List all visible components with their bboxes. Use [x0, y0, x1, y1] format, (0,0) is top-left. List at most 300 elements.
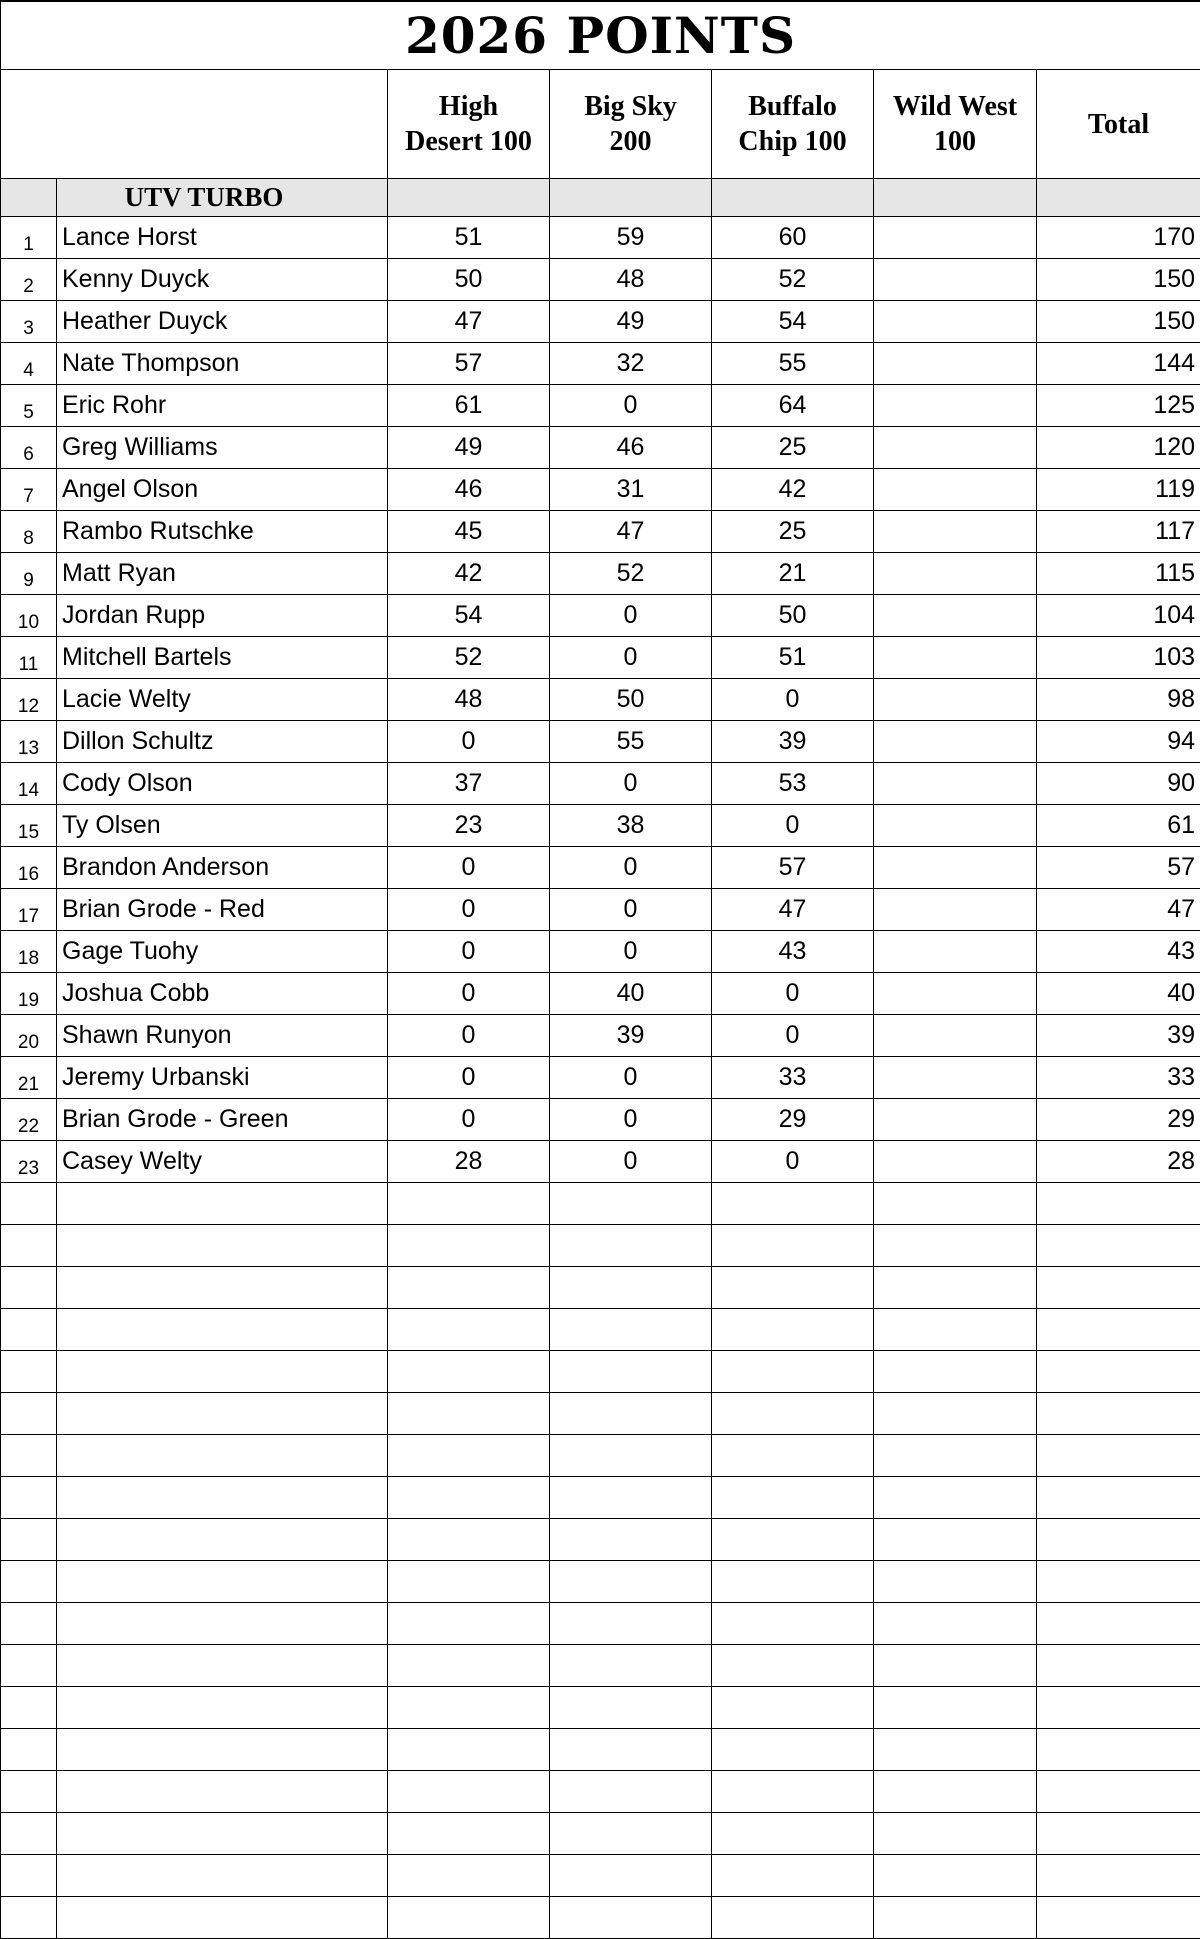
wild-west-100-points-cell: [874, 805, 1037, 847]
wild-west-100-points-cell: [874, 721, 1037, 763]
big-sky-200-points-cell: [550, 1687, 712, 1729]
rank-cell: [1, 1771, 57, 1813]
big-sky-200-points-cell: [550, 1561, 712, 1603]
rank-cell: 13: [1, 721, 57, 763]
rank-cell: 18: [1, 931, 57, 973]
rank-cell: 11: [1, 637, 57, 679]
class-cell: [388, 179, 550, 217]
rank-cell: [1, 1561, 57, 1603]
high-desert-100-points-cell: [388, 1435, 550, 1477]
total-points-cell: [1037, 1351, 1200, 1393]
wild-west-100-points-cell: [874, 679, 1037, 721]
big-sky-200-points-cell: 0: [550, 637, 712, 679]
total-points-cell: [1037, 1519, 1200, 1561]
name-cell: [57, 1813, 388, 1855]
table-row: [1, 1477, 1200, 1519]
high-desert-100-points-cell: [388, 1645, 550, 1687]
big-sky-200-points-cell: 39: [550, 1015, 712, 1057]
total-points-cell: 170: [1037, 217, 1200, 259]
wild-west-100-points-cell: [874, 889, 1037, 931]
buffalo-chip-100-points-cell: [712, 1603, 874, 1645]
name-cell: Rambo Rutschke: [57, 511, 388, 553]
total-points-cell: [1037, 1309, 1200, 1351]
big-sky-200-points-cell: 52: [550, 553, 712, 595]
buffalo-chip-100-points-cell: [712, 1477, 874, 1519]
big-sky-200-points-cell: [550, 1393, 712, 1435]
table-row: [1, 217, 1200, 259]
big-sky-200-points-cell: 47: [550, 511, 712, 553]
big-sky-200-points-cell: [550, 1183, 712, 1225]
big-sky-200-points-cell: 32: [550, 343, 712, 385]
name-cell: Lacie Welty: [57, 679, 388, 721]
total-points-cell: [1037, 1183, 1200, 1225]
wild-west-100-points-cell: [874, 217, 1037, 259]
column-header-buffalo-chip-100: Buffalo Chip 100: [712, 70, 874, 179]
big-sky-200-points-cell: 0: [550, 595, 712, 637]
name-cell: Eric Rohr: [57, 385, 388, 427]
total-points-cell: 98: [1037, 679, 1200, 721]
name-cell: Dillon Schultz: [57, 721, 388, 763]
column-header-total: Total: [1037, 70, 1200, 179]
rank-cell: 5: [1, 385, 57, 427]
rank-cell: [1, 1477, 57, 1519]
buffalo-chip-100-points-cell: 60: [712, 217, 874, 259]
buffalo-chip-100-points-cell: 42: [712, 469, 874, 511]
wild-west-100-points-cell: [874, 553, 1037, 595]
name-cell: Joshua Cobb: [57, 973, 388, 1015]
buffalo-chip-100-points-cell: [712, 1687, 874, 1729]
wild-west-100-points-cell: [874, 469, 1037, 511]
rank-cell: 17: [1, 889, 57, 931]
wild-west-100-points-cell: [874, 763, 1037, 805]
big-sky-200-points-cell: 0: [550, 1057, 712, 1099]
big-sky-200-points-cell: [550, 1645, 712, 1687]
wild-west-100-points-cell: [874, 1141, 1037, 1183]
buffalo-chip-100-points-cell: [712, 1183, 874, 1225]
table-row: [1, 721, 1200, 763]
rank-cell: 23: [1, 1141, 57, 1183]
rank-cell: [1, 1183, 57, 1225]
total-points-cell: 119: [1037, 469, 1200, 511]
wild-west-100-points-cell: [874, 1309, 1037, 1351]
buffalo-chip-100-points-cell: 33: [712, 1057, 874, 1099]
table-row: [1, 301, 1200, 343]
table-row: [1, 1771, 1200, 1813]
high-desert-100-points-cell: [388, 1519, 550, 1561]
buffalo-chip-100-points-cell: [712, 1855, 874, 1897]
name-cell: [57, 1855, 388, 1897]
rank-cell: [1, 1687, 57, 1729]
table-row: [1, 1519, 1200, 1561]
total-points-cell: [1037, 1855, 1200, 1897]
high-desert-100-points-cell: 50: [388, 259, 550, 301]
total-points-cell: 90: [1037, 763, 1200, 805]
high-desert-100-points-cell: [388, 1897, 550, 1939]
name-cell: Nate Thompson: [57, 343, 388, 385]
rank-cell: 7: [1, 469, 57, 511]
total-points-cell: 103: [1037, 637, 1200, 679]
name-cell: [57, 1603, 388, 1645]
header-row: [1, 70, 1200, 179]
high-desert-100-points-cell: 0: [388, 973, 550, 1015]
column-header-high-desert-100: High Desert 100: [388, 70, 550, 179]
rank-cell: [1, 1393, 57, 1435]
table-row: [1, 511, 1200, 553]
high-desert-100-points-cell: 0: [388, 931, 550, 973]
big-sky-200-points-cell: [550, 1603, 712, 1645]
wild-west-100-points-cell: [874, 1015, 1037, 1057]
total-points-cell: [1037, 1813, 1200, 1855]
high-desert-100-points-cell: [388, 1225, 550, 1267]
buffalo-chip-100-points-cell: 57: [712, 847, 874, 889]
total-points-cell: [1037, 1393, 1200, 1435]
total-points-cell: [1037, 1603, 1200, 1645]
big-sky-200-points-cell: [550, 1897, 712, 1939]
buffalo-chip-100-points-cell: 39: [712, 721, 874, 763]
total-points-cell: 150: [1037, 259, 1200, 301]
name-cell: Jeremy Urbanski: [57, 1057, 388, 1099]
total-points-cell: [1037, 1561, 1200, 1603]
buffalo-chip-100-points-cell: 0: [712, 679, 874, 721]
high-desert-100-points-cell: 57: [388, 343, 550, 385]
high-desert-100-points-cell: 48: [388, 679, 550, 721]
wild-west-100-points-cell: [874, 427, 1037, 469]
column-header-wild-west-100: Wild West 100: [874, 70, 1037, 179]
high-desert-100-points-cell: 37: [388, 763, 550, 805]
high-desert-100-points-cell: 45: [388, 511, 550, 553]
rank-cell: [1, 1309, 57, 1351]
rank-cell: [1, 1351, 57, 1393]
class-cell: [712, 179, 874, 217]
table-row: [1, 1057, 1200, 1099]
total-points-cell: [1037, 1477, 1200, 1519]
wild-west-100-points-cell: [874, 1057, 1037, 1099]
table-row: [1, 427, 1200, 469]
big-sky-200-points-cell: 46: [550, 427, 712, 469]
page-title: 2026 POINTS: [1, 1, 1200, 70]
buffalo-chip-100-points-cell: [712, 1267, 874, 1309]
table-row: [1, 1225, 1200, 1267]
table-row: [1, 595, 1200, 637]
name-cell: [57, 1225, 388, 1267]
big-sky-200-points-cell: 50: [550, 679, 712, 721]
big-sky-200-points-cell: [550, 1771, 712, 1813]
wild-west-100-points-cell: [874, 1267, 1037, 1309]
big-sky-200-points-cell: 38: [550, 805, 712, 847]
big-sky-200-points-cell: 0: [550, 1099, 712, 1141]
name-cell: Brian Grode - Red: [57, 889, 388, 931]
name-cell: [57, 1645, 388, 1687]
name-cell: Matt Ryan: [57, 553, 388, 595]
high-desert-100-points-cell: 42: [388, 553, 550, 595]
big-sky-200-points-cell: [550, 1309, 712, 1351]
name-cell: [57, 1729, 388, 1771]
buffalo-chip-100-points-cell: 0: [712, 805, 874, 847]
rank-cell: 8: [1, 511, 57, 553]
name-cell: [57, 1519, 388, 1561]
wild-west-100-points-cell: [874, 385, 1037, 427]
high-desert-100-points-cell: [388, 1729, 550, 1771]
rank-cell: [1, 1225, 57, 1267]
class-header-row: [1, 179, 1200, 217]
big-sky-200-points-cell: 0: [550, 763, 712, 805]
table-row: [1, 469, 1200, 511]
high-desert-100-points-cell: 51: [388, 217, 550, 259]
name-cell: [57, 1477, 388, 1519]
wild-west-100-points-cell: [874, 1729, 1037, 1771]
high-desert-100-points-cell: 46: [388, 469, 550, 511]
class-cell: [550, 179, 712, 217]
big-sky-200-points-cell: 0: [550, 385, 712, 427]
rank-cell: 16: [1, 847, 57, 889]
table-row: [1, 637, 1200, 679]
total-points-cell: 115: [1037, 553, 1200, 595]
name-cell: [57, 1561, 388, 1603]
wild-west-100-points-cell: [874, 1351, 1037, 1393]
high-desert-100-points-cell: 0: [388, 889, 550, 931]
class-cell: [874, 179, 1037, 217]
table-row: [1, 1603, 1200, 1645]
buffalo-chip-100-points-cell: [712, 1729, 874, 1771]
rank-cell: 2: [1, 259, 57, 301]
table-row: [1, 847, 1200, 889]
big-sky-200-points-cell: [550, 1519, 712, 1561]
high-desert-100-points-cell: [388, 1561, 550, 1603]
table-row: [1, 1855, 1200, 1897]
wild-west-100-points-cell: [874, 259, 1037, 301]
table-row: [1, 679, 1200, 721]
name-cell: Heather Duyck: [57, 301, 388, 343]
total-points-cell: [1037, 1897, 1200, 1939]
rank-cell: 21: [1, 1057, 57, 1099]
total-points-cell: 47: [1037, 889, 1200, 931]
wild-west-100-points-cell: [874, 1771, 1037, 1813]
total-points-cell: 61: [1037, 805, 1200, 847]
table-row: [1, 1435, 1200, 1477]
rank-cell: 9: [1, 553, 57, 595]
buffalo-chip-100-points-cell: [712, 1351, 874, 1393]
rank-cell: 20: [1, 1015, 57, 1057]
total-points-cell: 57: [1037, 847, 1200, 889]
wild-west-100-points-cell: [874, 1519, 1037, 1561]
rank-cell: 19: [1, 973, 57, 1015]
table-row: [1, 805, 1200, 847]
wild-west-100-points-cell: [874, 301, 1037, 343]
total-points-cell: 28: [1037, 1141, 1200, 1183]
rank-cell: 4: [1, 343, 57, 385]
rank-cell: 10: [1, 595, 57, 637]
class-cell: [1037, 179, 1200, 217]
buffalo-chip-100-points-cell: 53: [712, 763, 874, 805]
total-points-cell: 117: [1037, 511, 1200, 553]
total-points-cell: 120: [1037, 427, 1200, 469]
table-row: [1, 931, 1200, 973]
rank-cell: 12: [1, 679, 57, 721]
total-points-cell: [1037, 1687, 1200, 1729]
header-blank-cell: [1, 70, 388, 179]
big-sky-200-points-cell: 31: [550, 469, 712, 511]
buffalo-chip-100-points-cell: 0: [712, 973, 874, 1015]
buffalo-chip-100-points-cell: [712, 1393, 874, 1435]
table-row: [1, 1351, 1200, 1393]
table-row: [1, 1687, 1200, 1729]
name-cell: Gage Tuohy: [57, 931, 388, 973]
rank-cell: [1, 1519, 57, 1561]
wild-west-100-points-cell: [874, 1225, 1037, 1267]
high-desert-100-points-cell: 0: [388, 847, 550, 889]
high-desert-100-points-cell: 61: [388, 385, 550, 427]
rank-cell: 22: [1, 1099, 57, 1141]
name-cell: [57, 1897, 388, 1939]
wild-west-100-points-cell: [874, 1603, 1037, 1645]
total-points-cell: 150: [1037, 301, 1200, 343]
name-cell: Angel Olson: [57, 469, 388, 511]
rank-cell: [1, 1729, 57, 1771]
table-row: [1, 259, 1200, 301]
rank-cell: [1, 1603, 57, 1645]
rank-cell: [1, 1267, 57, 1309]
high-desert-100-points-cell: 0: [388, 1057, 550, 1099]
total-points-cell: 94: [1037, 721, 1200, 763]
high-desert-100-points-cell: [388, 1813, 550, 1855]
high-desert-100-points-cell: [388, 1393, 550, 1435]
big-sky-200-points-cell: [550, 1813, 712, 1855]
table-row: [1, 553, 1200, 595]
total-points-cell: [1037, 1435, 1200, 1477]
table-row: [1, 385, 1200, 427]
buffalo-chip-100-points-cell: 0: [712, 1141, 874, 1183]
buffalo-chip-100-points-cell: 0: [712, 1015, 874, 1057]
table-row: [1, 343, 1200, 385]
wild-west-100-points-cell: [874, 1687, 1037, 1729]
rank-cell: [1, 1813, 57, 1855]
wild-west-100-points-cell: [874, 1561, 1037, 1603]
big-sky-200-points-cell: 40: [550, 973, 712, 1015]
table-row: [1, 1561, 1200, 1603]
high-desert-100-points-cell: 47: [388, 301, 550, 343]
buffalo-chip-100-points-cell: 25: [712, 511, 874, 553]
title-row: [1, 1, 1200, 70]
buffalo-chip-100-points-cell: [712, 1309, 874, 1351]
total-points-cell: 125: [1037, 385, 1200, 427]
wild-west-100-points-cell: [874, 1435, 1037, 1477]
name-cell: Shawn Runyon: [57, 1015, 388, 1057]
name-cell: Greg Williams: [57, 427, 388, 469]
wild-west-100-points-cell: [874, 1099, 1037, 1141]
table-row: [1, 1099, 1200, 1141]
high-desert-100-points-cell: 52: [388, 637, 550, 679]
name-cell: Ty Olsen: [57, 805, 388, 847]
total-points-cell: [1037, 1645, 1200, 1687]
buffalo-chip-100-points-cell: 50: [712, 595, 874, 637]
buffalo-chip-100-points-cell: [712, 1435, 874, 1477]
buffalo-chip-100-points-cell: 51: [712, 637, 874, 679]
table-row: [1, 1813, 1200, 1855]
name-cell: Mitchell Bartels: [57, 637, 388, 679]
high-desert-100-points-cell: 0: [388, 1015, 550, 1057]
high-desert-100-points-cell: 0: [388, 1099, 550, 1141]
buffalo-chip-100-points-cell: 25: [712, 427, 874, 469]
table-row: [1, 1141, 1200, 1183]
high-desert-100-points-cell: 49: [388, 427, 550, 469]
table-row: [1, 889, 1200, 931]
rank-cell: [1, 1897, 57, 1939]
total-points-cell: 29: [1037, 1099, 1200, 1141]
class-name: UTV TURBO: [57, 179, 388, 217]
rank-cell: [1, 1645, 57, 1687]
big-sky-200-points-cell: [550, 1225, 712, 1267]
buffalo-chip-100-points-cell: 21: [712, 553, 874, 595]
wild-west-100-points-cell: [874, 1477, 1037, 1519]
table-row: [1, 973, 1200, 1015]
high-desert-100-points-cell: [388, 1603, 550, 1645]
name-cell: [57, 1435, 388, 1477]
buffalo-chip-100-points-cell: [712, 1645, 874, 1687]
wild-west-100-points-cell: [874, 1393, 1037, 1435]
column-header-big-sky-200: Big Sky 200: [550, 70, 712, 179]
name-cell: [57, 1351, 388, 1393]
total-points-cell: [1037, 1225, 1200, 1267]
wild-west-100-points-cell: [874, 1813, 1037, 1855]
name-cell: Brian Grode - Green: [57, 1099, 388, 1141]
wild-west-100-points-cell: [874, 595, 1037, 637]
wild-west-100-points-cell: [874, 973, 1037, 1015]
rank-cell: 3: [1, 301, 57, 343]
name-cell: [57, 1771, 388, 1813]
big-sky-200-points-cell: [550, 1435, 712, 1477]
total-points-cell: 40: [1037, 973, 1200, 1015]
rank-cell: [1, 1855, 57, 1897]
rank-cell: [1, 1435, 57, 1477]
big-sky-200-points-cell: 0: [550, 931, 712, 973]
high-desert-100-points-cell: 0: [388, 721, 550, 763]
buffalo-chip-100-points-cell: [712, 1519, 874, 1561]
wild-west-100-points-cell: [874, 931, 1037, 973]
table-row: [1, 1897, 1200, 1939]
high-desert-100-points-cell: 28: [388, 1141, 550, 1183]
rank-cell: 6: [1, 427, 57, 469]
high-desert-100-points-cell: [388, 1687, 550, 1729]
buffalo-chip-100-points-cell: 43: [712, 931, 874, 973]
buffalo-chip-100-points-cell: 52: [712, 259, 874, 301]
wild-west-100-points-cell: [874, 343, 1037, 385]
big-sky-200-points-cell: 49: [550, 301, 712, 343]
buffalo-chip-100-points-cell: [712, 1561, 874, 1603]
total-points-cell: 43: [1037, 931, 1200, 973]
big-sky-200-points-cell: [550, 1855, 712, 1897]
big-sky-200-points-cell: [550, 1267, 712, 1309]
wild-west-100-points-cell: [874, 1645, 1037, 1687]
wild-west-100-points-cell: [874, 1183, 1037, 1225]
big-sky-200-points-cell: 59: [550, 217, 712, 259]
big-sky-200-points-cell: 48: [550, 259, 712, 301]
high-desert-100-points-cell: [388, 1855, 550, 1897]
buffalo-chip-100-points-cell: [712, 1225, 874, 1267]
name-cell: [57, 1267, 388, 1309]
name-cell: Casey Welty: [57, 1141, 388, 1183]
name-cell: Brandon Anderson: [57, 847, 388, 889]
table-row: [1, 1309, 1200, 1351]
total-points-cell: 144: [1037, 343, 1200, 385]
buffalo-chip-100-points-cell: 29: [712, 1099, 874, 1141]
buffalo-chip-100-points-cell: 64: [712, 385, 874, 427]
buffalo-chip-100-points-cell: 54: [712, 301, 874, 343]
big-sky-200-points-cell: [550, 1729, 712, 1771]
table-row: [1, 1645, 1200, 1687]
name-cell: Lance Horst: [57, 217, 388, 259]
total-points-cell: [1037, 1771, 1200, 1813]
buffalo-chip-100-points-cell: [712, 1771, 874, 1813]
